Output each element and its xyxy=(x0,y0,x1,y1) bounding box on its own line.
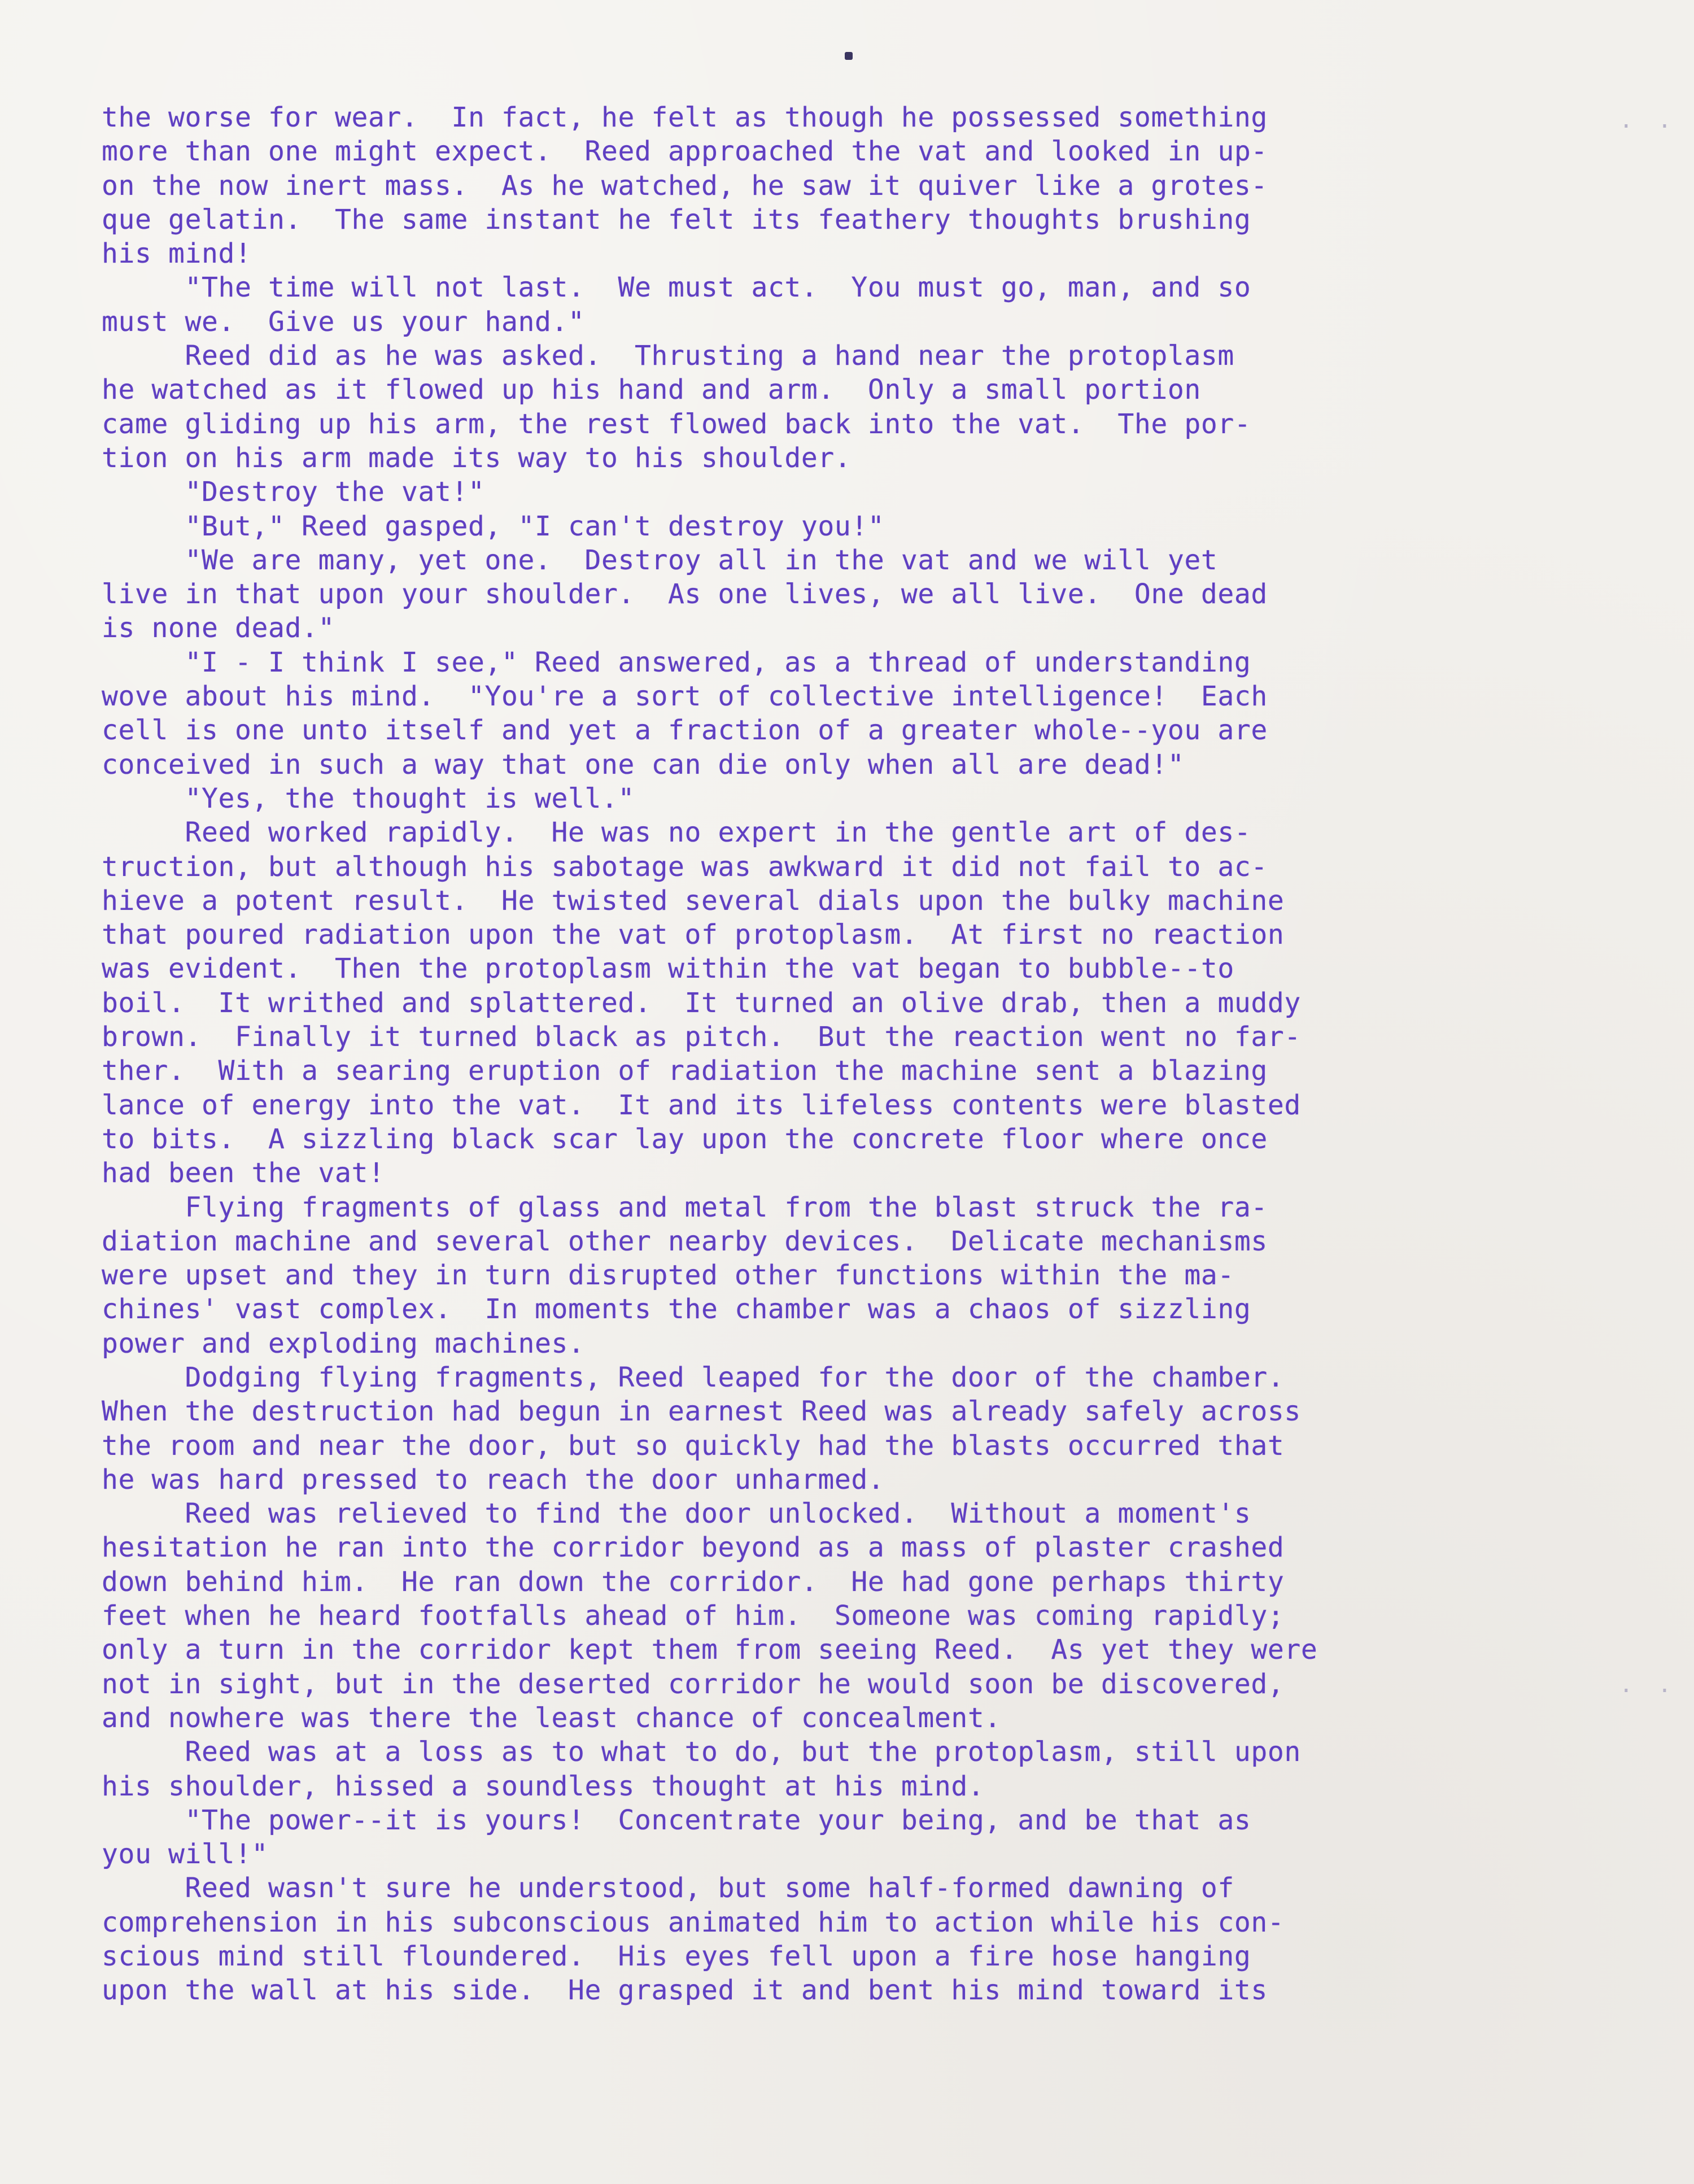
text-line: Reed wasn't sure he understood, but some half-formed dawning of xyxy=(102,1872,1234,1904)
typed-text-body xyxy=(102,101,1592,2008)
text-line: he watched as it flowed up his hand and arm. Only a small portion xyxy=(102,374,1201,406)
text-line: comprehension in his subconscious animated him to action while his con- xyxy=(102,1906,1285,1938)
text-line: he was hard pressed to reach the door unharmed. xyxy=(102,1463,885,1496)
text-line: Reed was at a loss as to what to do, but the protoplasm, still upon xyxy=(102,1736,1301,1768)
text-line: que gelatin. The same instant he felt its feathery thoughts brushing xyxy=(102,203,1251,236)
text-line: his shoulder, hissed a soundless thought at his mind. xyxy=(102,1770,985,1802)
text-line: Reed did as he was asked. Thrusting a hand near the protoplasm xyxy=(102,340,1234,372)
text-line: "The power--it is yours! Concentrate your being, and be that as xyxy=(102,1804,1251,1836)
text-line: and nowhere was there the least chance of concealment. xyxy=(102,1702,1001,1734)
text-line: the room and near the door, but so quickly had the blasts occurred that xyxy=(102,1429,1285,1462)
text-line: that poured radiation upon the vat of protoplasm. At first no reaction xyxy=(102,919,1285,951)
text-line: was evident. Then the protoplasm within the vat began to bubble--to xyxy=(102,953,1234,985)
text-line: "But," Reed gasped, "I can't destroy you!" xyxy=(102,510,885,542)
text-line: "The time will not last. We must act. You must go, man, and so xyxy=(102,272,1251,304)
text-line: on the now inert mass. As he watched, he saw it quiver like a grotes- xyxy=(102,169,1268,202)
text-line: When the destruction had begun in earnest Reed was already safely across xyxy=(102,1396,1301,1428)
text-line: scious mind still floundered. His eyes fell upon a fire hose hanging xyxy=(102,1941,1251,1973)
text-line: cell is one unto itself and yet a fraction of a greater whole--you are xyxy=(102,714,1268,747)
text-line: feet when he heard footfalls ahead of him. Someone was coming rapidly; xyxy=(102,1600,1285,1632)
text-line: the worse for wear. In fact, he felt as though he possessed something xyxy=(102,102,1268,133)
text-line: more than one might expect. Reed approached the vat and looked in up- xyxy=(102,136,1268,168)
text-line: only a turn in the corridor kept them from seeing Reed. As yet they were xyxy=(102,1634,1318,1666)
text-line: were upset and they in turn disrupted other functions within the ma- xyxy=(102,1259,1234,1292)
text-line: his mind! xyxy=(102,238,252,270)
text-line: truction, but although his sabotage was awkward it did not fail to ac- xyxy=(102,851,1268,883)
text-line: hieve a potent result. He twisted several dials upon the bulky machine xyxy=(102,884,1285,917)
text-line: power and exploding machines. xyxy=(102,1327,585,1359)
text-line: diation machine and several other nearby devices. Delicate mechanisms xyxy=(102,1225,1268,1257)
text-line: lance of energy into the vat. It and its lifeless contents were blasted xyxy=(102,1089,1301,1121)
text-line: "We are many, yet one. Destroy all in the vat and we will yet xyxy=(102,544,1218,576)
text-line: came gliding up his arm, the rest flowed back into the vat. The por- xyxy=(102,408,1251,440)
text-line: wove about his mind. "You're a sort of collective intelligence! Each xyxy=(102,681,1268,713)
text-line: tion on his arm made its way to his shoulder. xyxy=(102,442,852,474)
text-line: Flying fragments of glass and metal from the blast struck the ra- xyxy=(102,1191,1268,1223)
text-line: you will!" xyxy=(102,1838,268,1871)
text-line: "Yes, the thought is well." xyxy=(102,782,635,814)
text-line: boil. It writhed and splattered. It turned an olive drab, then a muddy xyxy=(102,987,1301,1019)
text-line: not in sight, but in the deserted corridor he would soon be discovered, xyxy=(102,1668,1285,1700)
margin-dots: . . xyxy=(1619,1672,1677,1698)
text-line: Dodging flying fragments, Reed leaped for the door of the chamber. xyxy=(102,1361,1285,1393)
text-line: ther. With a searing eruption of radiation the machine sent a blazing xyxy=(102,1055,1268,1087)
text-line: Reed worked rapidly. He was no expert in the gentle art of des- xyxy=(102,817,1251,849)
text-line: to bits. A sizzling black scar lay upon the concrete floor where once xyxy=(102,1123,1268,1155)
text-line: upon the wall at his side. He grasped it and bent his mind toward its xyxy=(102,1974,1268,2007)
text-line: is none dead." xyxy=(102,612,335,644)
text-line: must we. Give us your hand." xyxy=(102,306,585,338)
text-line: brown. Finally it turned black as pitch. But the reaction went no far- xyxy=(102,1021,1301,1053)
text-line: Reed was relieved to find the door unlocked. Without a moment's xyxy=(102,1498,1251,1530)
text-line: "I - I think I see," Reed answered, as a thread of understanding xyxy=(102,646,1251,678)
text-line: down behind him. He ran down the corridor. He had gone perhaps thirty xyxy=(102,1566,1285,1598)
text-line: chines' vast complex. In moments the chamber was a chaos of sizzling xyxy=(102,1293,1251,1326)
text-line: live in that upon your shoulder. As one lives, we all live. One dead xyxy=(102,578,1268,611)
text-line: hesitation he ran into the corridor beyond as a mass of plaster crashed xyxy=(102,1532,1285,1564)
margin-dots: . . xyxy=(1619,107,1677,133)
text-line: "Destroy the vat!" xyxy=(102,476,485,508)
text-line: had been the vat! xyxy=(102,1157,385,1189)
text-line: conceived in such a way that one can die only when all are dead!" xyxy=(102,748,1185,781)
punch-mark xyxy=(845,52,853,60)
